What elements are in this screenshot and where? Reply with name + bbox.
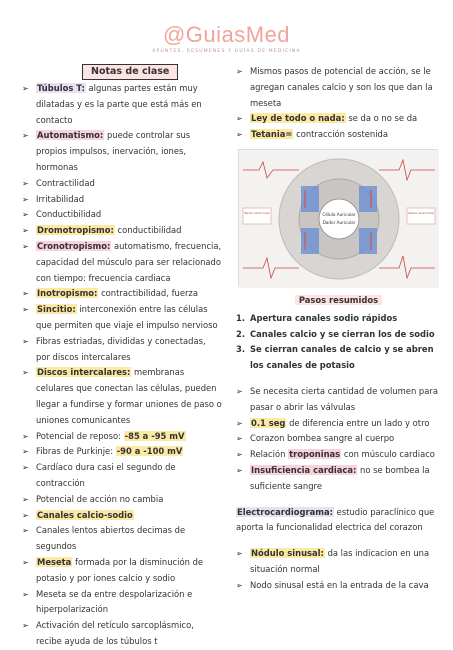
notes-list-bottom	[236, 546, 441, 593]
figure-center-label: Célula Auricular	[322, 211, 356, 217]
arrow-bullet-icon: ➢	[236, 114, 243, 124]
figure-center-label-2: Dador Auricular	[322, 219, 356, 225]
summary-title: Pasos resumidos	[236, 293, 441, 309]
bullet-item: ➢ Meseta formada por la disminución de potasio y por iones calcio y sodio	[22, 555, 222, 587]
arrow-bullet-icon: ➢	[236, 450, 243, 460]
highlighted-value: -85 a -95 mV	[124, 430, 185, 441]
highlighted-term: Meseta	[37, 556, 72, 567]
arrow-bullet-icon: ➢	[22, 589, 29, 599]
brand-tagline: APUNTES, RESÚMENES Y GUÍAS DE MEDICINA	[152, 49, 301, 54]
arrow-bullet-icon: ➢	[22, 621, 29, 631]
bullet-item: ➢ Túbulos T: algunas partes están muy dilatadas y es la parte que está más en contacto	[22, 81, 222, 128]
step-item: 1. Apertura canales sodio rápidos	[236, 312, 398, 323]
bullet-item: ➢ 0.1 seg de diferencia entre un lado y otro	[236, 416, 441, 432]
highlighted-term: Canales calcio-sodio	[37, 509, 133, 520]
bullet-item: ➢ Potencial de reposo: -85 a -95 mV	[22, 429, 222, 445]
bullet-item: ➢ Cardíaco dura casi el segundo de contracción	[22, 460, 222, 492]
highlighted-value: troponinas	[289, 449, 341, 460]
bullet-item: ➢ Conductibilidad	[22, 207, 222, 223]
arrow-bullet-icon: ➢	[22, 305, 29, 315]
arrow-bullet-icon: ➢	[22, 241, 29, 251]
bullet-item: ➢ Irritabilidad	[22, 192, 222, 208]
left-column	[22, 64, 222, 650]
highlighted-term: Túbulos T:	[37, 83, 85, 93]
arrow-bullet-icon: ➢	[22, 178, 29, 188]
bullet-item: ➢ Contractilidad	[22, 176, 222, 192]
notes-list	[22, 81, 222, 650]
arrow-bullet-icon: ➢	[22, 210, 29, 220]
bullet-item: ➢ Nodo sinusal está en la entrada de la cava	[236, 578, 441, 594]
bullet-item: ➢ Fibras estriadas, divididas y conectadas, por discos intercalares	[22, 334, 222, 366]
arrow-bullet-icon: ➢	[236, 386, 243, 396]
bullet-item: ➢ Dromotropismo: conductibilidad	[22, 223, 222, 239]
right-column	[236, 64, 441, 594]
arrow-bullet-icon: ➢	[236, 434, 243, 444]
arrow-bullet-icon: ➢	[22, 494, 29, 504]
highlighted-term: Tetania=	[251, 129, 293, 140]
arrow-bullet-icon: ➢	[236, 549, 243, 559]
bullet-item: ➢ Inotropismo: contractibilidad, fuerza	[22, 286, 222, 302]
bullet-item: ➢ Insuficiencia cardiaca: no se bombea la suficiente sangre	[236, 463, 441, 495]
highlighted-term: Insuficiencia cardiaca:	[251, 464, 357, 475]
highlighted-term: Discos intercalares:	[37, 367, 131, 378]
bullet-item: ➢ Tetania= contracción sostenida	[236, 127, 441, 143]
bullet-item: ➢ Ley de todo o nada: se da o no se da	[236, 111, 441, 127]
highlighted-term: 0.1 seg	[251, 417, 286, 428]
arrow-bullet-icon: ➢	[22, 194, 29, 204]
arrow-bullet-icon: ➢	[22, 226, 29, 236]
bullet-item: ➢ Canales lentos abiertos decimas de segundos	[22, 523, 222, 555]
highlighted-term: Dromotropismo:	[37, 225, 114, 236]
figure-right-label: Célula ventricular	[407, 210, 435, 215]
steps-list	[236, 311, 441, 374]
bullet-item: ➢ Sincitio: interconexión entre las células que permiten que viaje el impulso nervioso	[22, 302, 222, 334]
highlighted-term: Nódulo sinusal:	[251, 548, 324, 559]
arrow-bullet-icon: ➢	[22, 131, 29, 141]
bullet-item: ➢ Meseta se da entre despolarización e hiperpolarización	[22, 587, 222, 619]
bullet-item: ➢ Nódulo sinusal: da las indicacion en una situación normal	[236, 546, 441, 578]
bullet-item: ➢ Potencial de acción no cambia	[22, 492, 222, 508]
section-title: Notas de clase	[82, 64, 178, 80]
highlighted-value: -90 a -100 mV	[116, 446, 183, 457]
arrow-bullet-icon: ➢	[236, 67, 243, 76]
arrow-bullet-icon: ➢	[22, 463, 29, 473]
ecg-note: Electrocardiograma: estudio paraclínico que aporta la funcionalidad electrica del corazon	[236, 506, 435, 533]
bullet-item: ➢ Activación del retículo sarcoplásmico, recibe ayuda de los túbulos t	[22, 618, 222, 650]
brand-logo: @GuiasMed	[162, 22, 291, 47]
arrow-bullet-icon: ➢	[22, 447, 29, 457]
figure-left-label: Tejido ventricular	[244, 210, 270, 215]
arrow-bullet-icon: ➢	[236, 580, 243, 590]
bullet-item: ➢ Automatismo: puede controlar sus propios impulsos, inervación, iones, hormonas	[22, 128, 222, 175]
bullet-item: ➢ Cronotropismo: automatismo, frecuencia, capacidad del músculo para ser relacionado con tiempo: frecuencia cardiaca	[22, 239, 222, 286]
step-item: 2. Canales calcio y se cierran los de sodio	[236, 328, 435, 339]
cardiac-figure	[238, 149, 438, 287]
arrow-bullet-icon: ➢	[22, 510, 29, 520]
highlighted-term: Cronotropismo:	[37, 240, 111, 251]
bullet-item	[22, 508, 222, 524]
bullet-item: ➢ Se necesita cierta cantidad de volumen para pasar o abrir las válvulas	[236, 384, 441, 416]
step-item: 3. Se cierran canales de calcio y se abren los canales de potasio	[236, 344, 434, 371]
arrow-bullet-icon: ➢	[22, 84, 29, 93]
arrow-bullet-icon: ➢	[236, 465, 243, 475]
bullet-item: ➢ Fibras de Purkinje: -90 a -100 mV	[22, 444, 222, 460]
arrow-bullet-icon: ➢	[22, 557, 29, 567]
arrow-bullet-icon: ➢	[236, 130, 243, 140]
arrow-bullet-icon: ➢	[22, 431, 29, 441]
highlighted-term: Inotropismo:	[37, 288, 98, 299]
notes-list-top	[236, 64, 441, 143]
highlighted-term: Ley de todo o nada:	[251, 113, 345, 124]
heart-cells-diagram	[239, 150, 439, 288]
notes-list-mid	[236, 384, 441, 495]
highlighted-term: Automatismo:	[37, 130, 104, 141]
bullet-item: ➢ Discos intercalares: membranas celulares que conectan las células, pueden llegar a fundirse y formar uniones de paso o uniones comunicantes	[22, 365, 222, 428]
arrow-bullet-icon: ➢	[22, 368, 29, 378]
arrow-bullet-icon: ➢	[22, 289, 29, 299]
bullet-item: ➢ Relación troponinas con músculo cardiaco	[236, 447, 441, 463]
arrow-bullet-icon: ➢	[22, 526, 29, 536]
bullet-item: ➢ Mismos pasos de potencial de acción, se le agregan canales calcio y son los que dan la meseta	[236, 64, 441, 111]
highlighted-term: Sincitio:	[37, 304, 76, 315]
bullet-item: ➢ Corazon bombea sangre al cuerpo	[236, 431, 441, 447]
page-header	[0, 22, 453, 54]
arrow-bullet-icon: ➢	[236, 418, 243, 428]
arrow-bullet-icon: ➢	[22, 336, 29, 346]
